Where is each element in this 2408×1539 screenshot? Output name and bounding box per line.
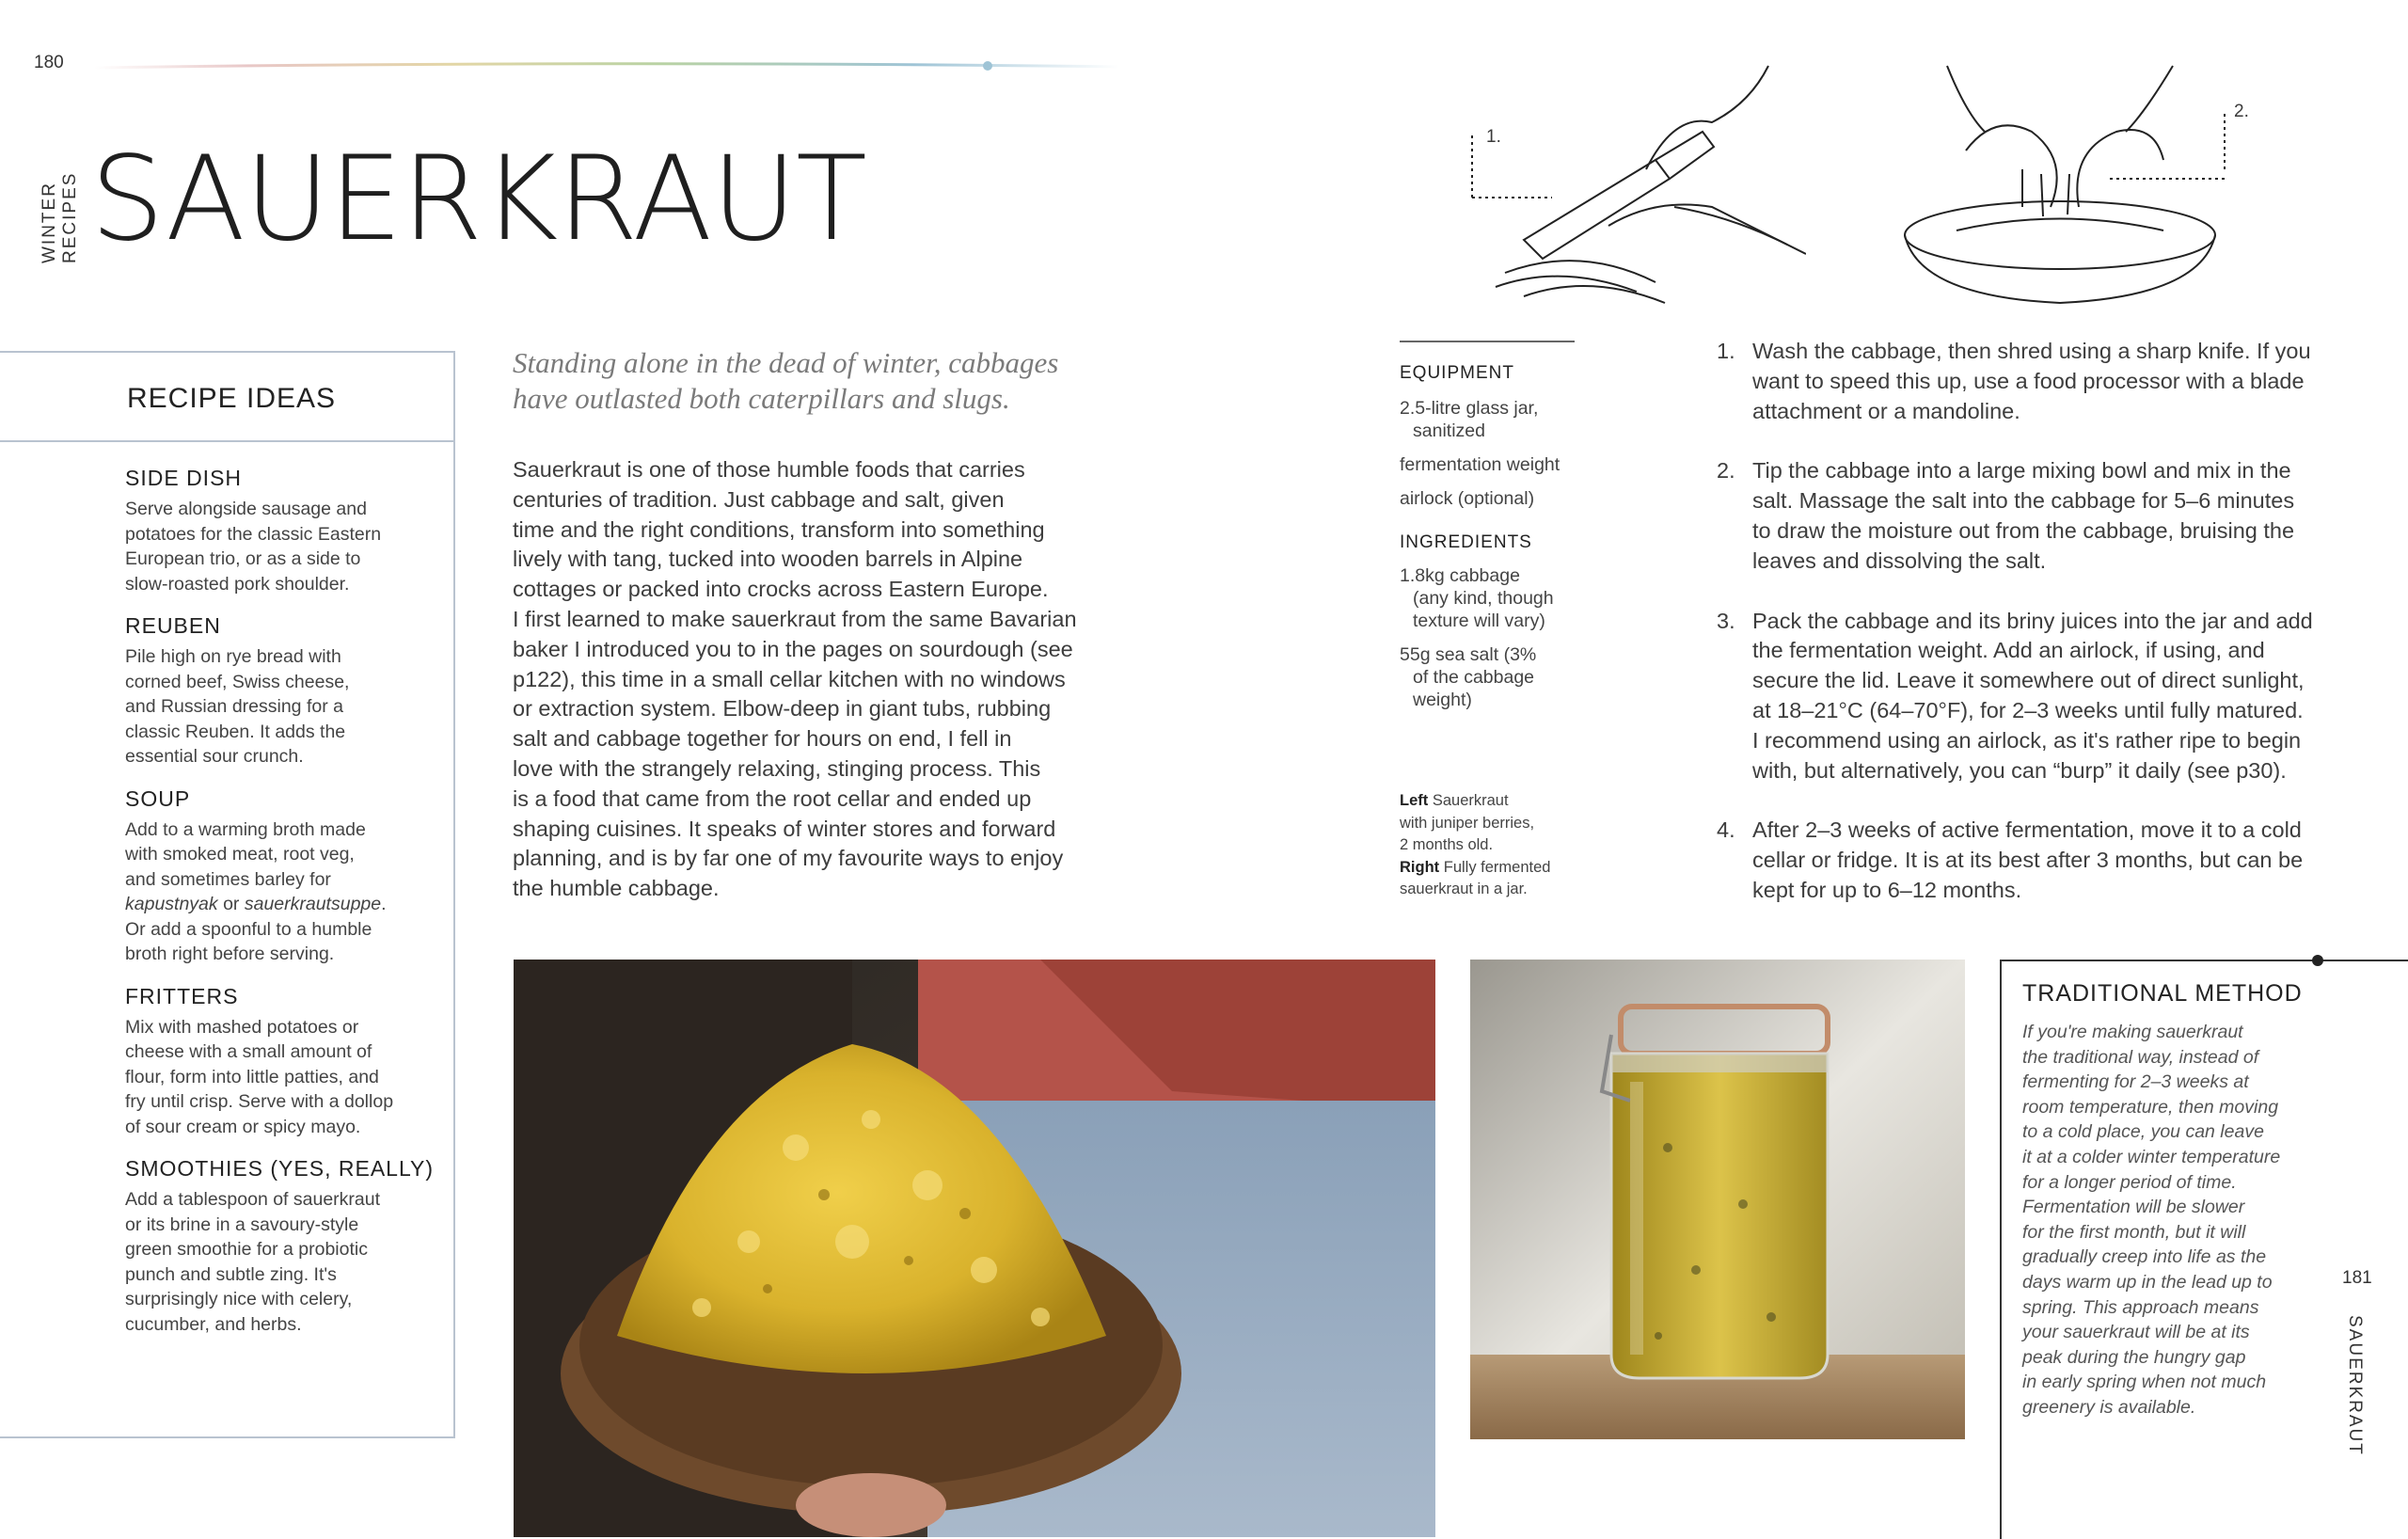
body-line: I first learned to make sauerkraut from the same Bavarian — [513, 606, 1077, 631]
equipment-item — [1400, 453, 1588, 476]
left-running-head: WINTER RECIPES — [40, 171, 80, 263]
recipe-idea-line: Add a tablespoon of sauerkraut — [125, 1189, 381, 1210]
recipe-idea-title: SIDE DISH — [125, 466, 243, 490]
photo-captions — [1400, 790, 1588, 901]
traditional-line: for a longer period of time. — [2022, 1171, 2237, 1193]
intro-text — [513, 345, 1115, 417]
step-line: salt. Massage the salt into the cabbage for 5–6 minutes — [1752, 488, 2295, 514]
traditional-line: for the first month, but it will — [2022, 1221, 2246, 1243]
sauerkraut-jar-photo — [1470, 960, 1965, 1439]
right-page-number: 181 — [2342, 1268, 2372, 1288]
recipe-idea-line: potatoes for the classic Eastern — [125, 523, 382, 545]
body-line: love with the strangely relaxing, stinging process. This — [513, 755, 1041, 781]
box-corner-dot — [2312, 955, 2323, 966]
recipe-ideas-heading: RECIPE IDEAS — [127, 383, 337, 414]
recipe-idea-line: surprisingly nice with celery, — [125, 1289, 353, 1309]
ingredients-heading: INGREDIENTS — [1400, 532, 1532, 552]
step-line: the fermentation weight. Add an airlock, if using, and — [1752, 638, 2265, 663]
traditional-line: it at a colder winter temperature — [2022, 1146, 2281, 1167]
step-line: want to speed this up, use a food processor with a blade — [1752, 368, 2305, 393]
recipe-idea-body — [125, 1187, 445, 1337]
recipe-idea-line: classic Reuben. It adds the — [125, 721, 346, 742]
body-line: planning, and is by far one of my favourite ways to enjoy — [513, 846, 1064, 871]
caption-line: sauerkraut in a jar. — [1400, 881, 1528, 897]
recipe-ideas-list — [125, 466, 445, 1354]
sidebar-rule — [1400, 341, 1575, 342]
body-line: lively with tang, tucked into wooden barrels in Alpine — [513, 547, 1023, 572]
body-line: the humble cabbage. — [513, 876, 720, 901]
step-line: secure the lid. Leave it somewhere out of direct sunlight, — [1752, 668, 2305, 693]
equipment-heading: EQUIPMENT — [1400, 363, 1514, 383]
ingredient-line: (any kind, though — [1413, 588, 1554, 609]
equipment-line: fermentation weight — [1400, 454, 1560, 475]
caption-text: Sauerkraut — [1428, 792, 1509, 809]
step-line: cellar or fridge. It is at its best after 3 months, but can be — [1752, 848, 2304, 873]
traditional-line: peak during the hungry gap — [2022, 1346, 2246, 1368]
step-line: After 2–3 weeks of active fermentation, move it to a cold — [1752, 817, 2302, 843]
step-number: 1. — [1717, 339, 1735, 363]
illustration-label-2: 2. — [2234, 102, 2249, 121]
step-line: with, but alternatively, you can “burp” it daily (see p30). — [1752, 757, 2287, 783]
body-text — [513, 455, 1133, 904]
recipe-idea-line: broth right before serving. — [125, 944, 335, 964]
connector: or — [217, 894, 245, 914]
recipe-idea-line: and sometimes barley for — [125, 868, 331, 890]
italic-term: sauerkrautsuppe — [244, 894, 382, 914]
method-step — [1717, 456, 2328, 576]
recipe-idea-body — [125, 497, 445, 596]
ingredient-line: texture will vary) — [1413, 611, 1545, 631]
equipment-line: sanitized — [1413, 420, 1485, 441]
recipe-idea-line: Mix with mashed potatoes or — [125, 1016, 359, 1038]
caption-label: Left — [1400, 792, 1429, 809]
traditional-line: fermenting for 2–3 weeks at — [2022, 1071, 2249, 1093]
recipe-idea-body — [125, 1015, 445, 1140]
body-line: centuries of tradition. Just cabbage and salt, given — [513, 486, 1005, 512]
caption-line — [1400, 790, 1588, 813]
recipe-idea-line: of sour cream or spicy mayo. — [125, 1116, 361, 1137]
step-line: Tip the cabbage into a large mixing bowl and mix in the — [1752, 458, 2291, 484]
body-line: time and the right conditions, transform into something — [513, 516, 1045, 542]
traditional-line: in early spring when not much — [2022, 1372, 2267, 1393]
body-line: baker I introduced you to in the pages on sourdough (see — [513, 636, 1073, 661]
sauerkraut-bowl-photo — [514, 960, 1435, 1537]
caption-text: Fully fermented — [1439, 858, 1551, 876]
intro-line: Standing alone in the dead of winter, cabbages — [513, 346, 1059, 379]
left-page-number: 180 — [34, 53, 64, 72]
equipment-list — [1400, 397, 1588, 521]
body-line: Sauerkraut is one of those humble foods that carries — [513, 457, 1025, 482]
caption-line: with juniper berries, — [1400, 814, 1535, 832]
recipe-idea-line: with smoked meat, root veg, — [125, 844, 355, 865]
step-line: I recommend using an airlock, as it's rather ripe to begin — [1752, 727, 2302, 753]
traditional-line: spring. This approach means — [2022, 1296, 2259, 1318]
caption-line: 2 months old. — [1400, 836, 1494, 853]
ingredient-item — [1400, 643, 1588, 711]
body-line: or extraction system. Elbow-deep in giant tubs, rubbing — [513, 696, 1052, 722]
step-number: 3. — [1717, 608, 1735, 633]
recipe-idea-line — [125, 892, 445, 917]
recipe-idea-line: slow-roasted pork shoulder. — [125, 573, 350, 595]
caption-block — [1400, 790, 1588, 857]
right-running-head: SAUERKRAUT — [2345, 1315, 2365, 1456]
recipe-idea-line: essential sour crunch. — [125, 746, 304, 767]
caption-line — [1400, 857, 1588, 880]
step-line: leaves and dissolving the salt. — [1752, 547, 2047, 573]
method-steps — [1717, 337, 2328, 936]
recipe-idea-body — [125, 817, 445, 967]
ingredient-line: 1.8kg cabbage — [1400, 565, 1520, 586]
traditional-line: to a cold place, you can leave — [2022, 1121, 2264, 1143]
ingredient-line: of the cabbage — [1413, 667, 1535, 688]
step-line: to draw the moisture out from the cabbage, bruising the — [1752, 517, 2295, 543]
traditional-line: If you're making sauerkraut — [2022, 1022, 2243, 1042]
ingredients-list — [1400, 564, 1588, 722]
recipe-idea-line: punch and subtle zing. It's — [125, 1263, 337, 1285]
recipe-idea-line: fry until crisp. Serve with a dollop — [125, 1091, 394, 1112]
recipe-idea-line: Serve alongside sausage and — [125, 499, 367, 519]
header-rule — [94, 58, 1119, 71]
method-step — [1717, 816, 2328, 905]
step-line: kept for up to 6–12 months. — [1752, 877, 2022, 902]
ingredient-item — [1400, 564, 1588, 632]
body-line: p122), this time in a small cellar kitchen with no windows — [513, 666, 1066, 691]
step-line: at 18–21°C (64–70°F), for 2–3 weeks until fully matured. — [1752, 697, 2304, 722]
method-step — [1717, 337, 2328, 426]
caption-block — [1400, 857, 1588, 901]
equipment-item — [1400, 397, 1588, 442]
recipe-idea-line: or its brine in a savoury-style — [125, 1214, 359, 1235]
illustration-shredding — [1467, 56, 1806, 310]
page-title: SAUERKRAUT — [90, 132, 866, 267]
body-line: salt and cabbage together for hours on end, I fell in — [513, 726, 1012, 752]
traditional-method-text — [2022, 1020, 2323, 1420]
traditional-method-heading: TRADITIONAL METHOD — [2022, 980, 2303, 1007]
recipe-idea-title: REUBEN — [125, 613, 221, 638]
traditional-line: your sauerkraut will be at its — [2022, 1322, 2250, 1343]
step-line: attachment or a mandoline. — [1752, 398, 2020, 423]
recipe-idea-title: SMOOTHIES (YES, REALLY) — [125, 1156, 435, 1181]
illustration-label-1: 1. — [1486, 127, 1501, 147]
italic-term: kapustnyak — [125, 894, 218, 914]
ingredient-line: 55g sea salt (3% — [1400, 644, 1537, 665]
recipe-idea-line: Or add a spoonful to a humble — [125, 918, 372, 940]
recipe-idea-title: SOUP — [125, 785, 191, 811]
traditional-line: room temperature, then moving — [2022, 1096, 2279, 1118]
illustration-massaging — [1881, 56, 2239, 310]
body-line: cottages or packed into crocks across Eastern Europe. — [513, 577, 1049, 602]
traditional-line: gradually creep into life as the — [2022, 1246, 2267, 1268]
recipe-idea-line: European trio, or as a side to — [125, 548, 361, 569]
recipe-idea-line: corned beef, Swiss cheese, — [125, 671, 350, 692]
recipe-idea-body — [125, 644, 445, 770]
recipe-idea-line: cucumber, and herbs. — [125, 1313, 302, 1335]
traditional-line: the traditional way, instead of — [2022, 1046, 2259, 1068]
caption-label: Right — [1400, 858, 1440, 876]
step-number: 2. — [1717, 458, 1735, 484]
traditional-line: greenery is available. — [2022, 1396, 2196, 1418]
traditional-line: Fermentation will be slower — [2022, 1197, 2245, 1218]
recipe-idea-line: cheese with a small amount of — [125, 1041, 372, 1062]
punct: . — [381, 894, 387, 914]
recipe-idea-line: Pile high on rye bread with — [125, 646, 341, 667]
recipe-idea-line: green smoothie for a probiotic — [125, 1239, 368, 1260]
recipe-ideas-header-box — [0, 351, 455, 442]
recipe-idea-line: and Russian dressing for a — [125, 696, 343, 717]
step-line: Pack the cabbage and its briny juices into the jar and add — [1752, 608, 2313, 633]
equipment-line: airlock (optional) — [1400, 488, 1535, 509]
ingredient-line: weight) — [1413, 690, 1472, 710]
body-line: is a food that came from the root cellar and ended up — [513, 785, 1032, 811]
recipe-idea-title: FRITTERS — [125, 983, 239, 1008]
equipment-item — [1400, 487, 1588, 510]
recipe-idea-line: Add to a warming broth made — [125, 818, 366, 840]
intro-line: have outlasted both caterpillars and slugs. — [513, 382, 1010, 415]
step-line: Wash the cabbage, then shred using a sharp knife. If you — [1752, 339, 2311, 363]
traditional-line: days warm up in the lead up to — [2022, 1271, 2273, 1293]
method-step — [1717, 607, 2328, 786]
recipe-ideas-box — [0, 439, 455, 1438]
recipe-idea-line: flour, form into little patties, and — [125, 1066, 379, 1087]
equipment-line: 2.5-litre glass jar, — [1400, 398, 1539, 419]
step-number: 4. — [1717, 817, 1735, 843]
body-line: shaping cuisines. It speaks of winter stores and forward — [513, 816, 1056, 841]
